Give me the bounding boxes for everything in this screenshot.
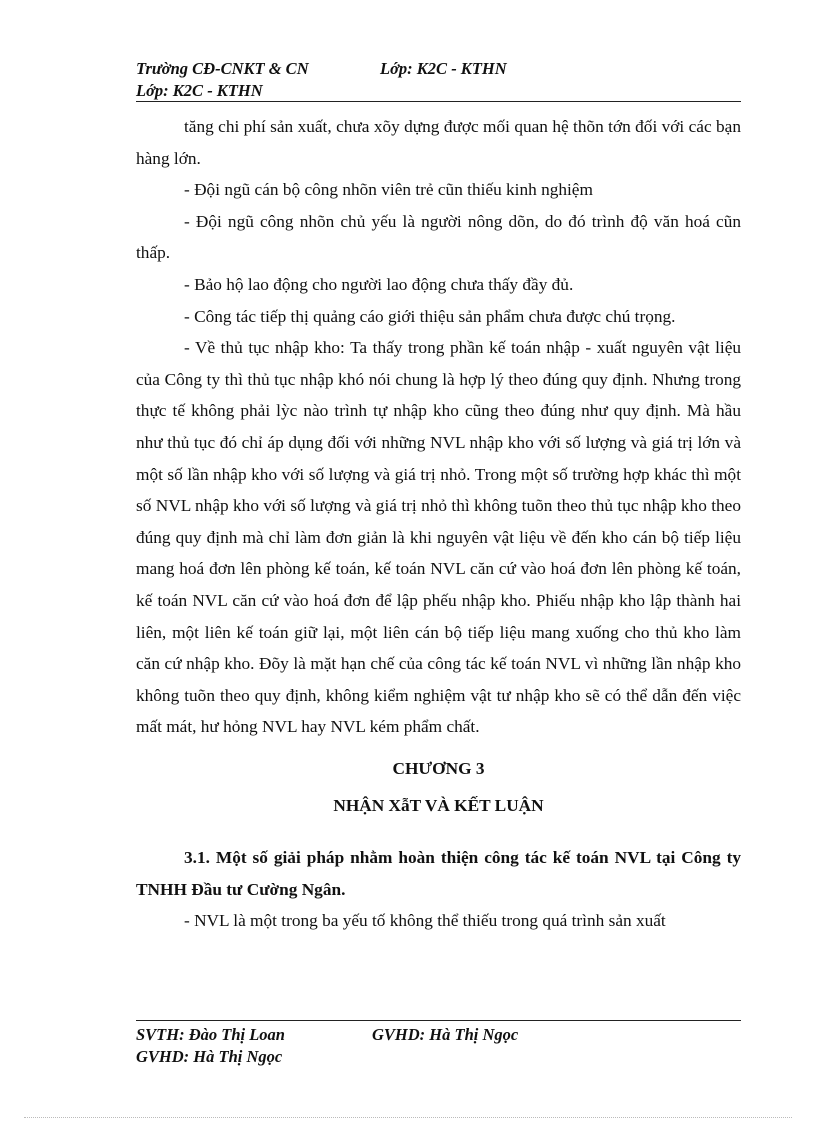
advisor-name-inline: GVHD: Hà Thị Ngọc [372,1025,519,1044]
chapter-number: CHƯƠNG 3 [392,758,485,778]
document-body [136,111,741,937]
header-divider [136,101,741,102]
paragraph-continuation: tăng chi phí sản xuất, chưa xõy dựng được mối quan hệ thõn tớn đối với các bạn hàng lớn. [136,117,741,168]
section-heading: 3.1. Một số giải pháp nhằm hoàn thiện công tác kế toán NVL tại Công ty TNHH Đầu tư Cường Ngân. [136,848,741,899]
student-name: SVTH: Đào Thị Loan [136,1025,285,1044]
class-label-inline: Lớp: K2C - KTHN [380,59,507,78]
paragraph-worker-education: - Đội ngũ công nhõn chủ yếu là người nông dõn, do đó trình độ văn hoá cũn thấp. [136,211,741,263]
footer-divider [136,1020,741,1021]
advisor-name: GVHD: Hà Thị Ngọc [136,1047,283,1066]
spacer [136,822,741,842]
header-line-1 [136,58,741,80]
page-footer [136,1024,741,1068]
paragraph-nvl-factor: - NVL là một trong ba yếu tố không thể thiếu trong quá trình sản xuất [184,911,666,931]
footer-line-1 [136,1024,741,1046]
page-edge-dotted-line [24,1117,792,1118]
school-name: Trường CĐ-CNKT & CN [136,59,309,78]
paragraph-warehouse-procedure: - Về thủ tục nhập kho: Ta thấy trong phần kế toán nhập - xuất nguyên vật liệu của Công ty thì thủ tục nhập khó nói chung là hợp lý theo đúng quy định. Nhưng trong thực tế không phải lỳc nào trình tự nhập kho cũng theo đúng như quy định. Mà hầu như thủ tục đó chỉ áp dụng đối với những NVL nhập kho với số lượng và giá trị lớn và một số lần nhập kho với số lượng và giá trị nhỏ. Trong một số trường hợp khác thì một số NVL nhập kho với số lượng và giá trị nhỏ thì không tuõn theo thủ tục nhập kho theo đúng quy định mà chỉ làm đơn giản là khi nguyên vật liệu về đến kho cán bộ tiếp liệu mang hoá đơn lên phòng kế toán, kế toán NVL căn cứ vào hoá đơn lên phòng kế toán, kế toán NVL căn cứ vào hoá đơn để lập phếu nhập kho. Phiếu nhập kho lập thành hai liên, một liên kế toán giữ lại, một liên cán bộ tiếp liệu mang xuống cho thủ kho làm căn cứ nhập kho. Đõy là mặt hạn chế của công tác kế toán NVL vì những lần nhập kho không tuõn theo quy định, không kiểm nghiệm vật tư nhập kho sẽ có thể dẫn đến việc mất mát, hư hỏng NVL hay NVL kém phẩm chất. [136,338,741,737]
paragraph-marketing: - Công tác tiếp thị quảng cáo giới thiệu sản phẩm chưa được chú trọng. [184,306,676,326]
class-label: Lớp: K2C - KTHN [136,81,263,100]
page-header [136,58,741,102]
paragraph-staff-experience: - Đội ngũ cán bộ công nhõn viên trẻ cũn thiếu kinh nghiệm [184,180,593,200]
paragraph-labor-protection: - Bảo hộ lao động cho người lao động chưa thấy đầy đủ. [184,274,574,294]
chapter-title: NHẬN XẫT VÀ KẾT LUẬN [333,796,544,816]
